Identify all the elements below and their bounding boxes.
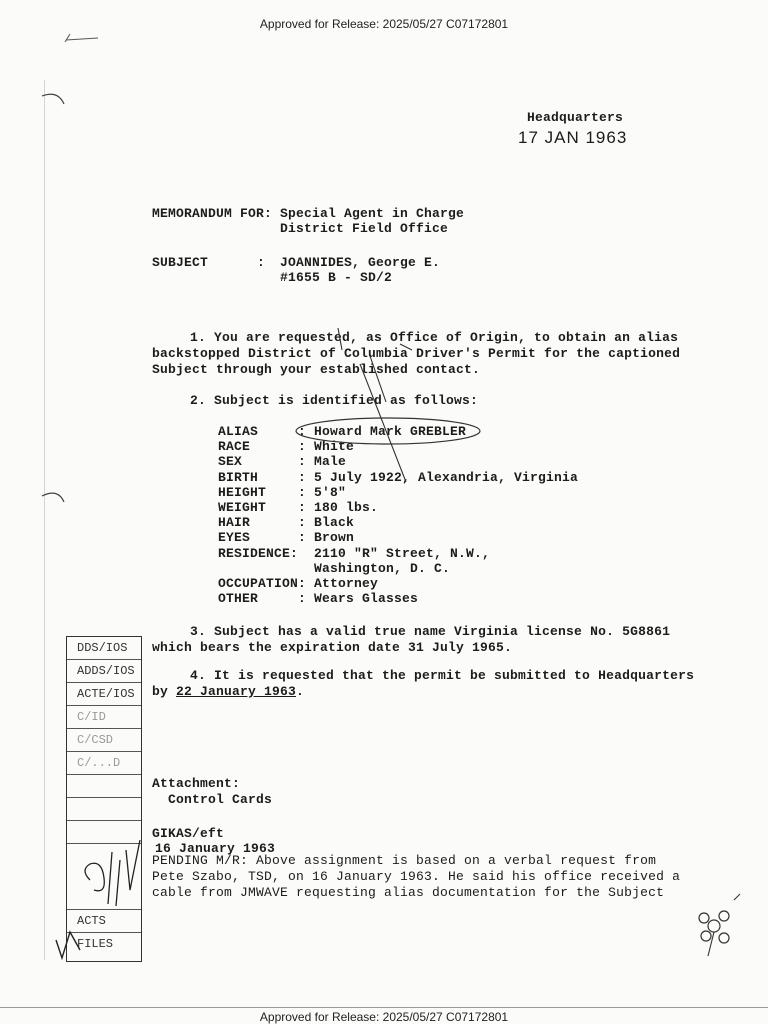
- flower-doodle: [686, 890, 746, 960]
- paragraph-1-line-3: Subject through your established contact.: [152, 362, 481, 377]
- memo-for-label: MEMORANDUM FOR:: [152, 206, 273, 221]
- id-row: OTHER : Wears Glasses: [218, 591, 419, 607]
- margin-hook-marks: [40, 30, 110, 730]
- id-row: RESIDENCE: 2110 "R" Street, N.W.,: [218, 545, 491, 561]
- routing-entry: C/CSD: [67, 729, 141, 752]
- routing-entry: ADDS/IOS: [67, 660, 141, 683]
- routing-entry: ACTS: [67, 910, 141, 933]
- id-row: HAIR : Black: [218, 515, 355, 531]
- id-row: WEIGHT : 180 lbs.: [218, 500, 379, 516]
- alias-circle-annotation: [290, 320, 500, 500]
- routing-entry: FILES: [77, 937, 114, 951]
- subject-label: SUBJECT: [152, 255, 209, 270]
- paragraph-4-line-1: 4. It is requested that the permit be submitted to Headquarters: [190, 668, 695, 683]
- attachment-label: Attachment:: [152, 776, 241, 791]
- paragraph-3-line-1: 3. Subject has a valid true name Virginia license No. 5G8861: [190, 624, 671, 639]
- routing-blank: [67, 798, 141, 821]
- id-row: BIRTH : 5 July 1922, Alexandria, Virginia: [218, 469, 579, 485]
- attachment-item: Control Cards: [168, 792, 273, 807]
- location-heading: Headquarters: [527, 110, 624, 125]
- routing-entry: ACTE/IOS: [67, 683, 141, 706]
- memo-for-line-1: Special Agent in Charge: [280, 206, 465, 221]
- id-row: Washington, D. C.: [314, 560, 451, 576]
- pending-note-line-2: Pete Szabo, TSD, on 16 January 1963. He said his office received a: [152, 869, 681, 884]
- paragraph-1-line-1: 1. You are requested, as Office of Origin, to obtain an alias: [190, 330, 679, 345]
- routing-entry: C/...D: [67, 752, 141, 775]
- id-row: RACE : White: [218, 439, 355, 455]
- author-initials: GIKAS/eft: [152, 826, 225, 841]
- handwritten-scribble: [50, 820, 170, 970]
- date-stamp: 17 JAN 1963: [518, 128, 628, 147]
- pending-note-line-3: cable from JMWAVE requesting alias documentation for the Subject: [152, 885, 665, 900]
- release-banner-top: Approved for Release: 2025/05/27 C07172801: [259, 17, 509, 31]
- release-banner-bottom: Approved for Release: 2025/05/27 C07172801: [259, 1010, 509, 1024]
- id-row: ALIAS : Howard Mark GREBLER: [218, 424, 467, 439]
- paragraph-2-line-1: 2. Subject is identified as follows:: [190, 393, 479, 408]
- pending-note-line-1: PENDING M/R: Above assignment is based on a verbal request from: [152, 853, 657, 868]
- bottom-rule: [0, 1007, 768, 1008]
- subject-line-1: JOANNIDES, George E.: [280, 255, 441, 270]
- memo-for-line-2: District Field Office: [280, 221, 449, 236]
- deadline-date: 22 January 1963: [176, 684, 297, 699]
- paragraph-3-line-2: which bears the expiration date 31 July 1965.: [152, 640, 513, 655]
- routing-entry: C/ID: [67, 706, 141, 729]
- paragraph-1-line-2: backstopped District of Columbia Driver's Permit for the captioned: [152, 346, 681, 361]
- subject-separator: :: [257, 255, 266, 270]
- footer-date: 16 January 1963: [155, 841, 276, 856]
- id-row: SEX : Male: [218, 454, 347, 470]
- subject-line-2: #1655 B - SD/2: [280, 270, 393, 285]
- routing-blank: [67, 775, 141, 798]
- paragraph-4-line-2: by 22 January 1963.: [152, 684, 305, 699]
- routing-entry: DDS/IOS: [67, 637, 141, 660]
- id-row: EYES : Brown: [218, 530, 355, 546]
- id-row: HEIGHT : 5'8": [218, 484, 347, 500]
- id-row: OCCUPATION: Attorney: [218, 576, 379, 592]
